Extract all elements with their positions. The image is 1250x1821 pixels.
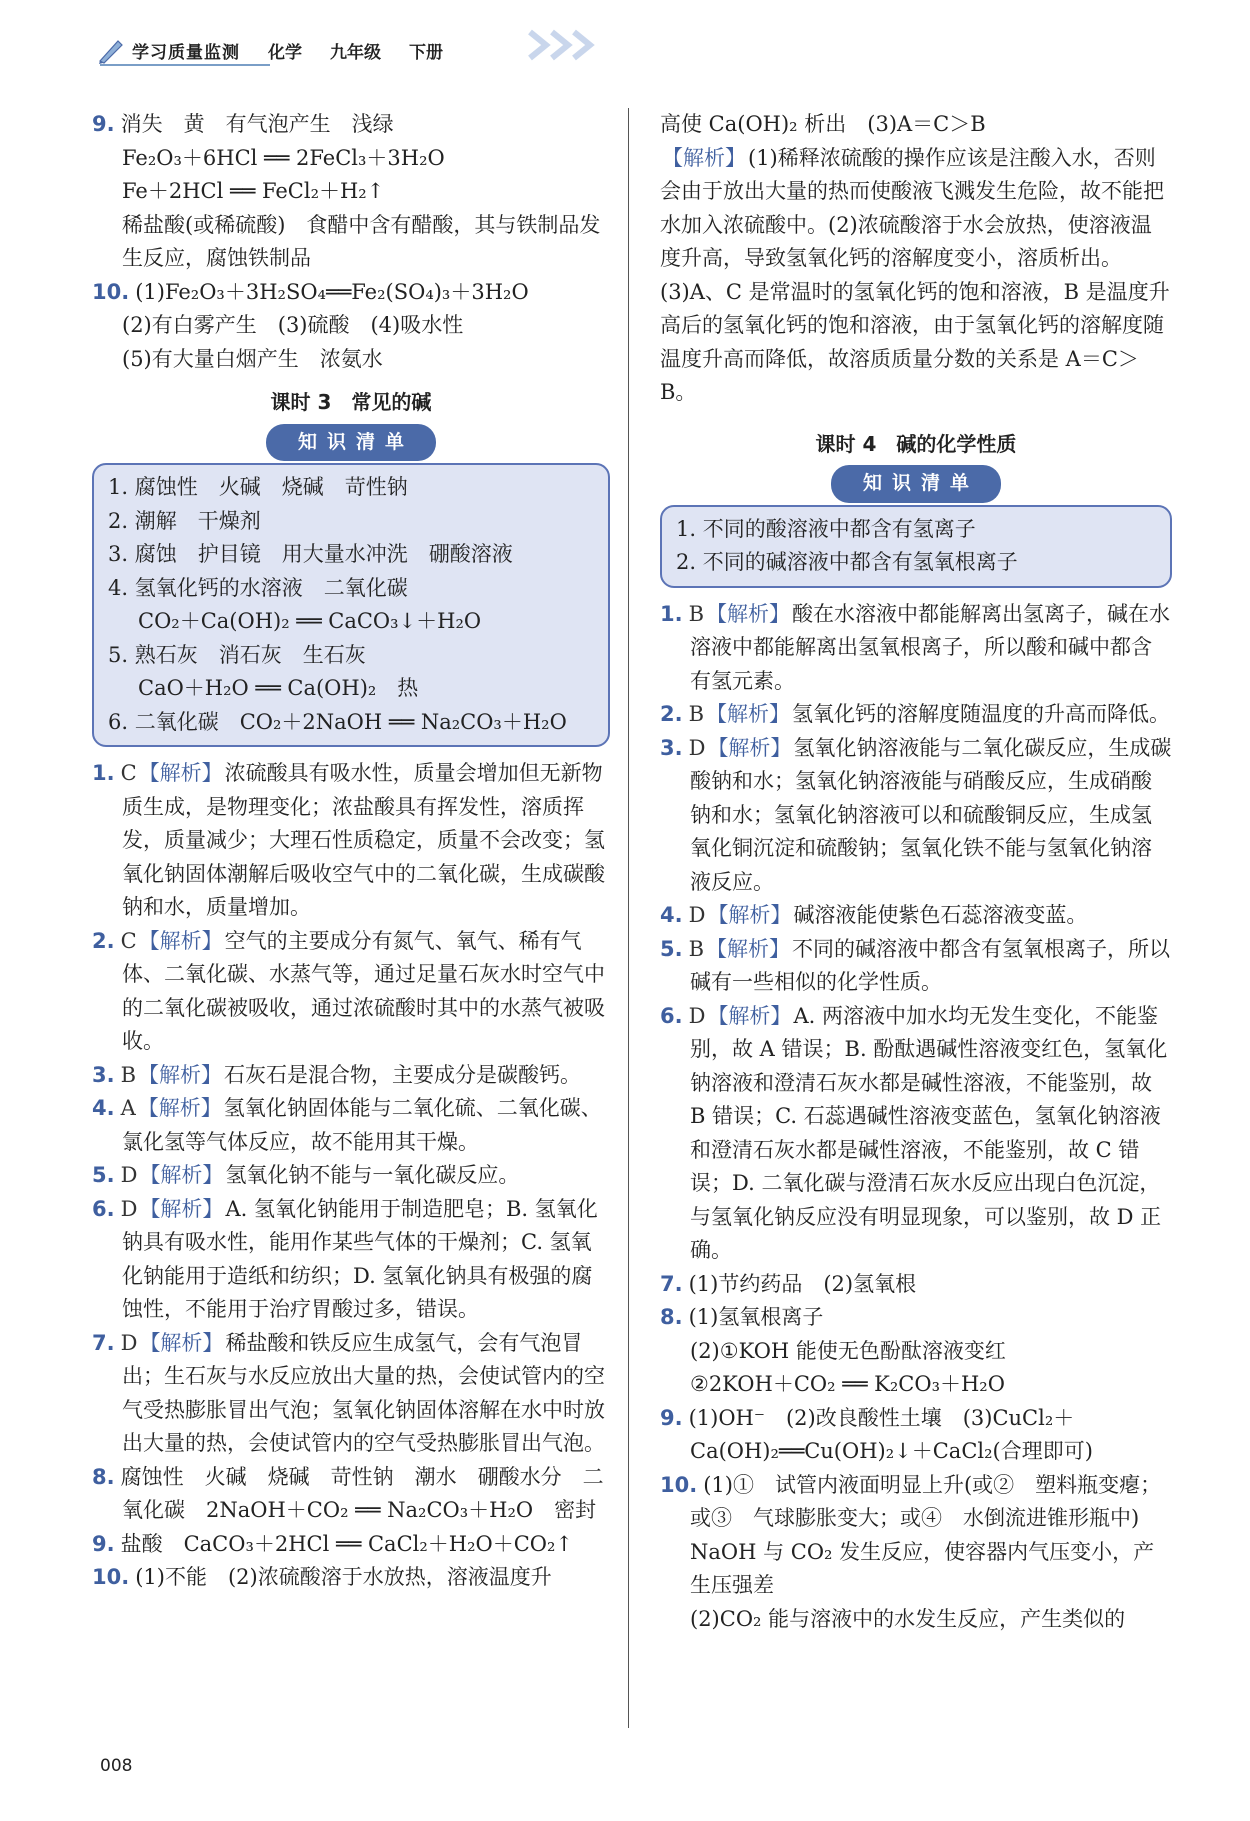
equation-line: Fe＋2HCl ══ FeCl₂＋H₂↑	[122, 179, 385, 203]
answer-item: 1. B【解析】酸在水溶液中都能解离出氢离子，碱在水溶液中都能解离出氢氧根离子，所以酸和碱中都含有氢元素。	[660, 601, 1171, 693]
knowledge-line: 2. 不同的碱溶液中都含有氢氧根离子	[676, 550, 1018, 574]
answer-item: 4. A【解析】氢氧化钠固体能与二氧化硫、二氧化碳、氯化氢等气体反应，故不能用其干燥。	[92, 1096, 602, 1154]
knowledge-line: 5. 熟石灰 消石灰 生石灰	[108, 642, 366, 667]
equation-line: ②2KOH＋CO₂ ══ K₂CO₃＋H₂O	[690, 1372, 1005, 1396]
knowledge-line: 1. 腐蚀性 火碱 烧碱 苛性钠	[108, 475, 408, 499]
answer-text: 高使 Ca(OH)₂ 析出 (3)A＝C＞B	[660, 112, 986, 136]
explanation: 【解析】(1)稀释浓硫酸的操作应该是注酸入水，否则会由于放出大量的热而使酸液飞溅发生危险，故不能把水加入浓硫酸中。(2)浓硫酸溶于水会放热，使溶液温度升高，导致氢氧化钙的溶解度变小，溶质析出。(3)A、C 是常温时的氢氧化钙的饱和溶液，B 是温度升高后的氢氧化钙的饱和溶液，由于氢氧化钙的溶解度随温度升高而降低，故溶质质量分数的关系是 A＝C＞B。	[660, 145, 1170, 404]
answer-text: (5)有大量白烟产生 浓氨水	[122, 346, 383, 371]
answer-item: 2. B【解析】氢氧化钙的溶解度随温度的升高而降低。	[660, 702, 1171, 726]
answer-item: 4. D【解析】碱溶液能使紫色石蕊溶液变蓝。	[660, 903, 1088, 927]
answer-item: 10. (1)① 试管内液面明显上升(或② 塑料瓶变瘪；或③ 气球膨胀变大；或④ 水倒流进锥形瓶中) NaOH 与 CO₂ 发生反应，使容器内气压变小，产生压强差	[660, 1472, 1162, 1597]
answer-item: 5. D【解析】氢氧化钠不能与一氧化碳反应。	[92, 1163, 520, 1187]
header-underline	[100, 64, 270, 66]
grade-label: 九年级	[330, 42, 381, 63]
answer-item: 9. 盐酸 CaCO₃＋2HCl ══ CaCl₂＋H₂O＋CO₂↑	[92, 1531, 574, 1556]
knowledge-line: CaO＋H₂O ══ Ca(OH)₂ 热	[138, 676, 419, 700]
answer-item: 6. D【解析】A. 氢氧化钠能用于制造肥皂；B. 氢氧化钠具有吸水性，能用作某些气体的干燥剂；C. 氢氧化钠能用于造纸和纺织；D. 氢氧化钠具有极强的腐蚀性，不能用于治疗胃酸过多，错误。	[92, 1196, 598, 1321]
chevron-right-icon	[528, 28, 618, 62]
page-number: 008	[100, 1756, 133, 1776]
answer-item: 9. (1)OH⁻ (2)改良酸性土壤 (3)CuCl₂＋Ca(OH)₂══Cu(OH)₂↓＋CaCl₂(合理即可)	[660, 1405, 1093, 1463]
knowledge-line: 2. 潮解 干燥剂	[108, 508, 261, 533]
answer-item: 9. 消失 黄 有气泡产生 浅绿	[92, 112, 394, 136]
answer-text: (2)有白雾产生 (3)硫酸 (4)吸水性	[122, 313, 464, 337]
answer-item: 10. (1)Fe₂O₃＋3H₂SO₄══Fe₂(SO₄)₃＋3H₂O	[92, 279, 529, 304]
answer-item: 7. (1)节约药品 (2)氢氧根	[660, 1271, 917, 1296]
answer-item: 5. B【解析】不同的碱溶液中都含有氢氧根离子，所以碱有一些相似的化学性质。	[660, 936, 1171, 994]
knowledge-line: 1. 不同的酸溶液中都含有氢离子	[676, 516, 976, 541]
knowledge-pill: 知识清单	[831, 465, 1001, 503]
knowledge-line: 6. 二氧化碳 CO₂＋2NaOH ══ Na₂CO₃＋H₂O	[108, 709, 567, 734]
section-title: 课时 3 常见的碱	[270, 390, 432, 414]
answer-item: 1. C【解析】浓硫酸具有吸水性，质量会增加但无新物质生成，是物理变化；浓盐酸具有挥发性，溶质挥发，质量减少；大理石性质稳定，质量不会改变；氢氧化钠固体潮解后吸收空气中的二氧化碳，生成碳酸钠和水，质量增加。	[92, 761, 605, 919]
knowledge-box	[660, 505, 1172, 588]
pen-icon	[96, 35, 126, 65]
knowledge-line: 4. 氢氧化钙的水溶液 二氧化碳	[108, 575, 408, 600]
right-column	[660, 108, 1172, 1636]
knowledge-line: CO₂＋Ca(OH)₂ ══ CaCO₃↓＋H₂O	[138, 609, 482, 633]
subject-label: 化学	[268, 42, 302, 63]
answer-item: 7. D【解析】稀盐酸和铁反应生成氢气，会有气泡冒出；生石灰与水反应放出大量的热，会使试管内的空气受热膨胀冒出气泡；氢氧化钠固体溶解在水中时放出大量的热，会使试管内的空气受热膨胀冒出气泡。	[92, 1330, 605, 1455]
section-title: 课时 4 碱的化学性质	[815, 431, 1017, 456]
knowledge-line: 3. 腐蚀 护目镜 用大量水冲洗 硼酸溶液	[108, 542, 513, 566]
answer-text: (2)CO₂ 能与溶液中的水发生反应，产生类似的	[690, 1606, 1126, 1631]
answer-text: 稀盐酸(或稀硫酸) 食醋中含有醋酸，其与铁制品发生反应，腐蚀铁制品	[122, 212, 601, 270]
knowledge-pill: 知识清单	[266, 424, 436, 462]
answer-item: 6. D【解析】A. 两溶液中加水均无发生变化，不能鉴别，故 A 错误；B. 酚酞遇碱性溶液变红色，氢氧化钠溶液和澄清石灰水都是碱性溶液，不能鉴别，故 B 错误；C. 石蕊遇碱性溶液变蓝色，氢氧化钠溶液和澄清石灰水都是碱性溶液，不能鉴别，故 C 错误；D. 二氧化碳与澄清石灰水反应出现白色沉淀，与氢氧化钠反应没有明显现象，可以鉴别，故 D 正确。	[660, 1003, 1168, 1262]
book-title: 学习质量监测	[132, 42, 240, 63]
knowledge-box	[92, 463, 610, 747]
equation-line: Fe₂O₃＋6HCl ══ 2FeCl₃＋3H₂O	[122, 145, 445, 170]
answer-item: 8. (1)氢氧根离子	[660, 1305, 824, 1329]
left-column	[92, 108, 610, 1595]
answer-item: 8. 腐蚀性 火碱 烧碱 苛性钠 潮水 硼酸水分 二氧化碳 2NaOH＋CO₂ ══ Na₂CO₃＋H₂O 密封	[92, 1464, 604, 1522]
answer-item: 2. C【解析】空气的主要成分有氮气、氧气、稀有气体、二氧化碳、水蒸气等，通过足量石灰水时空气中的二氧化碳被吸收，通过浓硫酸时其中的水蒸气被吸收。	[92, 928, 605, 1053]
answer-item: 10. (1)不能 (2)浓硫酸溶于水放热，溶液温度升	[92, 1565, 552, 1589]
answer-item: 3. B【解析】石灰石是混合物，主要成分是碳酸钙。	[92, 1062, 582, 1087]
answer-text: (2)①KOH 能使无色酚酞溶液变红	[690, 1338, 1006, 1363]
volume-label: 下册	[409, 42, 443, 63]
column-divider	[628, 108, 629, 1728]
answer-item: 3. D【解析】氢氧化钠溶液能与二氧化碳反应，生成碳酸钠和水；氢氧化钠溶液能与硝酸反应，生成硝酸钠和水；氢氧化钠溶液可以和硫酸铜反应，生成氢氧化铜沉淀和硫酸钠；氢氧化铁不能与氢氧化钠溶液反应。	[660, 735, 1172, 894]
